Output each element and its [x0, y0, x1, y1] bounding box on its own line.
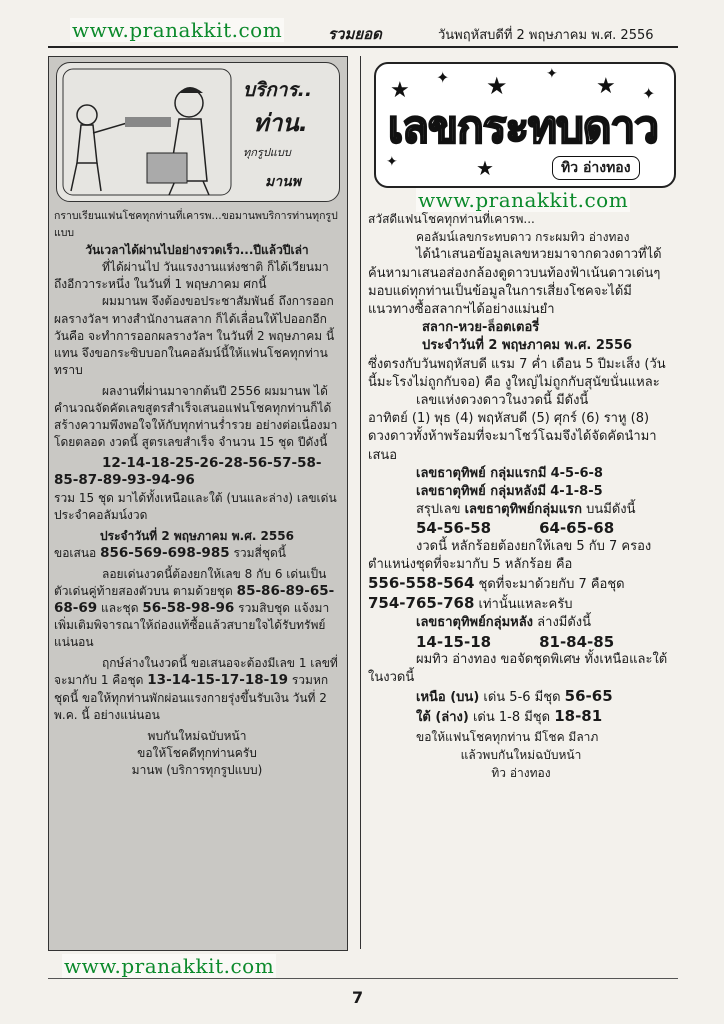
p4-suffix: รวมสิบชุด แจ้งมาเพิ่มเติมพิจารณาให้ถ่องแท้ซื้อแล้วสบายใจได้รับทรัพย์แน่นอน — [54, 601, 330, 650]
group-back-suffix: ล่างมีดังนี้ — [537, 615, 592, 631]
right-pairs-2 — [368, 633, 674, 651]
right-paragraph-6: ผมทิว อ่างทอง ขอจัดชุดพิเศษ ทั้งเหนือและใต้ ในงวดนี้ — [368, 651, 668, 686]
star-icon: ✦ — [436, 68, 450, 87]
left-number-set: 12-14-18-25-26-28-56-57-58-85-87-89-93-94-96 — [54, 455, 322, 489]
right-triple-line-2 — [368, 594, 674, 614]
banner-author-name: มานพ — [265, 174, 301, 190]
right-group-1 — [368, 465, 674, 483]
right-paragraph-3: เลขแห่งดวงดาวในงวดนี้ มีดังนี้ — [416, 393, 589, 409]
star-icon: ★ — [390, 78, 410, 103]
newspaper-title: รวมยอด — [328, 25, 382, 43]
right-column-text — [368, 210, 674, 782]
p5-suffix: รวมหกชุดนี้ ขอให้ทุกท่านพักผ่อนแรงกายรุ่งขึ้นรับเงิน วันที่ 2 พ.ค. นี้ อย่างแน่นอน — [54, 673, 329, 722]
south-value: 18-81 — [554, 707, 603, 726]
star-icon: ✦ — [642, 84, 656, 103]
left-paragraph-1: ที่ได้ผ่านไป วันแรงงานแห่งชาติ ก็ได้เวียนมาถึงอีกวาระหนึ่ง ในวันที่ 1 พฤษภาคม ศกนี้ — [54, 260, 329, 292]
left-closing-3: มานพ (บริการทุกรูปแบบ) — [131, 762, 263, 777]
summary-label: เลขธาตุทิพย์กลุ่มแรก — [464, 502, 582, 518]
star-icon: ★ — [596, 74, 616, 99]
left-closing-2: ขอให้โชคดีทุกท่านครับ — [137, 745, 257, 760]
right-pairs-1 — [368, 519, 674, 537]
star-icon: ✦ — [546, 66, 558, 82]
offer-prefix: ขอเสนอ — [54, 545, 97, 560]
right-column-banner — [374, 62, 676, 188]
offer-suffix: รวมสี่ชุดนี้ — [233, 545, 286, 560]
issue-date: วันพฤหัสบดีที่ 2 พฤษภาคม พ.ศ. 2556 — [438, 28, 654, 43]
left-paragraph-3: ผลงานที่ผ่านมาจากต้นปี 2556 ผมมานพ ได้คำนวณจัดคัดเลขสูตรสำเร็จเสนอแฟนโชคทุกท่านก็ได้สร้างความพึงพอใจให้กับทุกท่านร่ำรวย อย่างต่อเนื่องมาโดยตลอด งวดนี้ สูตรเลขสำเร็จ จำนวน 15 ชุด ปีดังนี้ — [54, 383, 338, 450]
north-label: เหนือ (บน) — [416, 690, 480, 706]
group-1-label: เลขธาตุทิพย์ กลุ่มแรกมี — [416, 465, 547, 481]
p4-prefix: ลอยเด่นงวดนี้ต้องยกให้เลข 8 กับ 6 เด่นเป็นตัวเด่นคู่ท้ายสองตัวบน ตามด้วยชุด — [54, 566, 327, 598]
left-paragraph-4 — [54, 566, 340, 651]
pair-2a: 14-15-18 — [416, 632, 492, 651]
summary-prefix: สรุปเลข — [416, 502, 461, 518]
banner-word-service: บริการ.. — [243, 79, 313, 101]
south-label: ใต้ (ล่าง) — [416, 710, 469, 726]
left-column-text — [54, 208, 340, 779]
right-paragraph-1: ได้นำเสนอข้อมูลเลขหวยมาจากดวงดาวที่ได้ค้นหามาเสนอส่องกล้องดูดาวบนท้องฟ้าเน้นดาวเด่นๆมอบแด่ทุกท่านเป็นข้อมูลในการเสี่ยงโชคจะได้มีแนวทางซื้อสลากฯได้อย่างแม่นยำ — [368, 247, 662, 318]
left-date-line: ประจำวันที่ 2 พฤษภาคม พ.ศ. 2556 — [100, 528, 294, 543]
north-text: เด่น 5-6 มีชุด — [483, 690, 561, 706]
column-byline: ทิว อ่างทอง — [552, 156, 640, 180]
banner-word-you: ท่าน. — [253, 109, 308, 137]
right-paragraph-2: ซึ่งตรงกับวันพฤหัสบดี แรม 7 ค่ำ เดือน 5 ปีมะเส็ง (วันนี้มะโรงไม่ถูกกับจอ) คือ งูใหญ่ไม่ถูกกับสุนัขนั่นแหละ — [368, 356, 666, 390]
watermark-top: www.pranakkit.com — [72, 18, 283, 42]
header-rule — [48, 46, 678, 48]
right-greeting: สวัสดีแฟนโชคทุกท่านที่เคารพ... — [368, 212, 535, 226]
triple-2: 754-765-768 — [368, 594, 475, 613]
summary-suffix: บนมีดังนี้ — [586, 502, 636, 518]
right-closing-3: ทิว อ่างทอง — [491, 766, 551, 781]
right-intro: คอลัมน์เลขกระทบดาว กระผมทิว อ่างทอง — [416, 230, 630, 245]
group-1-value: 4-5-6-8 — [550, 465, 603, 481]
left-intro: กราบเรียนแฟนโชคทุกท่านที่เคารพ...ขอมานพบริการท่านทุกรูปแบบ — [54, 210, 338, 240]
left-column-banner — [56, 62, 340, 202]
p4-numbers: 85-86-89-65-68-69 — [54, 582, 335, 617]
right-triple-line-1 — [368, 574, 674, 594]
star-icon: ★ — [486, 72, 508, 100]
offer-numbers: 856-569-698-985 — [100, 544, 230, 561]
page-number: 7 — [352, 988, 364, 1007]
column-title: เลขกระทบดาว — [388, 102, 658, 153]
north-value: 56-65 — [564, 687, 613, 706]
left-headline: วันเวลาได้ผ่านไปอย่างรวดเร็ว...ปีแล้วปีเล่า — [85, 243, 309, 258]
star-icon: ✦ — [386, 154, 398, 170]
cartoon-illustration — [57, 63, 237, 201]
pair-2b: 81-84-85 — [539, 632, 615, 651]
left-paragraph-2: ผมมานพ จึงต้องขอประชาสัมพันธ์ ถึงการออกผลรางวัลฯ ทางสำนักงานสลาก ก็ได้เลื่อนให้ไปออกอีกวันคือ จะทำการออกผลรางวัลฯ ในวันที่ 2 พฤษภาคม นี้แทน จึงขอกระซิบบอกในคอลัมน์นี้ให้แฟนโชคทุกท่านทราบ — [54, 294, 335, 377]
left-closing-1: พบกันใหม่ฉบับหน้า — [147, 728, 247, 743]
right-closing-2: แล้วพบกันใหม่ฉบับหน้า — [460, 747, 582, 762]
left-paragraph-5 — [54, 655, 340, 723]
triple-1: 556-558-564 — [368, 574, 475, 593]
p5-mid: ชุดที่จะมาด้วยกับ 7 คือชุด — [478, 577, 625, 593]
p4-numbers-2: 56-58-98-96 — [142, 600, 235, 617]
right-paragraph-4: อาทิตย์ (1) พุธ (4) พฤหัสบดี (5) ศุกร์ (6) ราหู (8) ดวงดาวทั้งห้าพร้อมที่จะมาโชว์โฉมจึงได้จัดคัดนำมาเสนอ — [368, 411, 657, 463]
p5-prefix: ฤกษ์ล่างในงวดนี้ ขอเสนอจะต้องมีเลข 1 เลขที่จะมากับ 1 คือชุด — [54, 656, 338, 688]
left-offer-line — [54, 545, 340, 562]
right-group-2 — [368, 483, 674, 501]
right-group-back — [368, 614, 674, 632]
pair-1b: 64-65-68 — [539, 519, 615, 538]
right-south-line — [368, 707, 674, 727]
p5-numbers: 13-14-15-17-18-19 — [147, 672, 289, 689]
right-heading: สลาก-หวย-ล็อตเตอรี่ — [422, 320, 540, 336]
left-number-set-tail: รวม 15 ชุด มาได้ทั้งเหนือและใต้ (บนและล่าง) เลขเด่นประจำคอลัมน์งวด — [54, 490, 337, 522]
right-date-line: ประจำวันที่ 2 พฤษภาคม พ.ศ. 2556 — [422, 338, 633, 354]
footer-rule — [48, 978, 678, 979]
group-2-label: เลขธาตุทิพย์ กลุ่มหลังมี — [416, 484, 547, 500]
right-north-line — [368, 687, 674, 707]
right-closing-1: ขอให้แฟนโชคทุกท่าน มีโชค มีลาภ — [416, 729, 599, 744]
p4-mid: และชุด — [101, 601, 139, 616]
banner-word-all-forms: ทุกรูปแบบ — [243, 146, 291, 159]
watermark-bottom: www.pranakkit.com — [64, 954, 275, 978]
p5-tail: เท่านั้นแหละครับ — [478, 597, 573, 613]
right-paragraph-5: งวดนี้ หลักร้อยต้องยกให้เลข 5 กับ 7 ครองตำแหน่งชุดที่จะมากับ 5 หลักร้อย คือ — [368, 538, 652, 572]
watermark-mid: www.pranakkit.com — [418, 188, 629, 212]
group-back-label: เลขธาตุทิพย์กลุ่มหลัง — [416, 615, 534, 631]
pair-1a: 54-56-58 — [416, 519, 492, 538]
star-icon: ★ — [476, 156, 494, 180]
south-text: เด่น 1-8 มีชุด — [472, 710, 551, 726]
group-2-value: 4-1-8-5 — [550, 484, 603, 500]
right-summary — [368, 501, 674, 519]
